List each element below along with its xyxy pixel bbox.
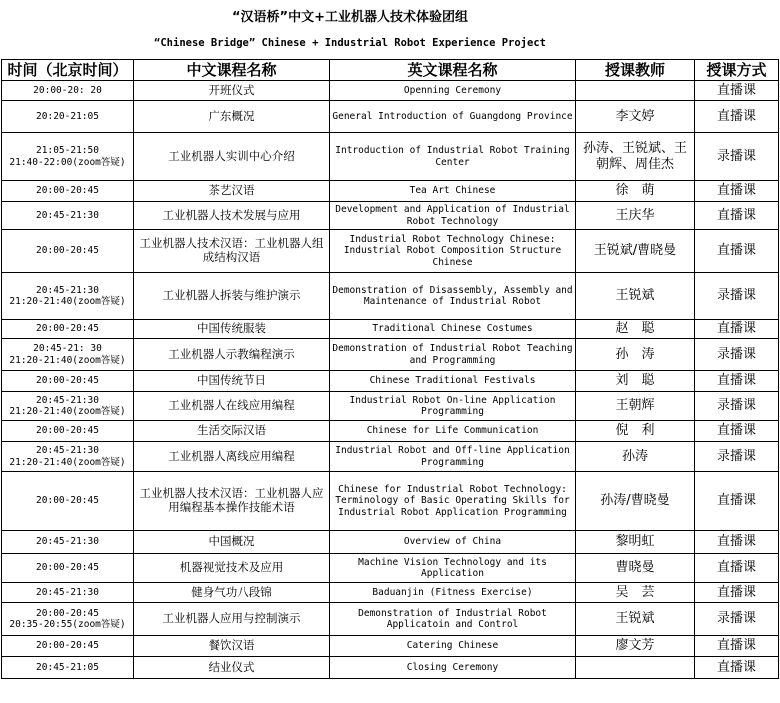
table-row xyxy=(2,392,779,421)
time-line: 20:45-21:05 xyxy=(36,661,99,673)
cell-course-cn[interactable]: 工业机器人拆装与维护演示 xyxy=(134,273,330,320)
time-line: 20:45-21:30 xyxy=(36,284,99,296)
schedule-table xyxy=(1,59,779,679)
table-row xyxy=(2,657,779,679)
cell-course-cn[interactable]: 工业机器人技术汉语：工业机器人组成结构汉语 xyxy=(134,230,330,273)
table-row xyxy=(2,472,779,531)
time-line: 20:45-21:30 xyxy=(36,586,99,598)
cell-teacher[interactable]: 王锐斌/曹晓曼 xyxy=(576,230,695,273)
cell-course-cn[interactable]: 工业机器人实训中心介绍 xyxy=(134,133,330,181)
table-row xyxy=(2,554,779,583)
time-line: 20:45-21: 30 xyxy=(33,343,102,355)
cell-teacher[interactable]: 吴 芸 xyxy=(576,583,695,603)
header-row xyxy=(2,60,779,81)
cell-course-cn[interactable]: 工业机器人在线应用编程 xyxy=(134,392,330,421)
cell-time[interactable] xyxy=(2,202,134,230)
cell-course-en[interactable]: Demonstration of Industrial Robot Applicatoin and Control xyxy=(330,603,576,636)
cell-mode[interactable]: 录播课 xyxy=(695,392,779,421)
table-row xyxy=(2,636,779,657)
table-row xyxy=(2,320,779,339)
cell-time[interactable] xyxy=(2,472,134,531)
cell-mode[interactable]: 直播课 xyxy=(695,472,779,531)
cell-course-en[interactable]: Tea Art Chinese xyxy=(330,181,576,202)
cell-course-cn[interactable]: 健身气功八段锦 xyxy=(134,583,330,603)
cell-teacher[interactable]: 孙涛 xyxy=(576,442,695,472)
cell-time[interactable] xyxy=(2,657,134,679)
header-time[interactable]: 时间（北京时间） xyxy=(2,60,134,81)
time-line: 21:40-22:00(zoom答疑) xyxy=(9,156,126,168)
time-line: 20:00-20:45 xyxy=(36,562,99,574)
table-row xyxy=(2,230,779,273)
table-row xyxy=(2,81,779,101)
cell-teacher[interactable]: 刘 聪 xyxy=(576,371,695,392)
cell-course-cn[interactable]: 中国传统节日 xyxy=(134,371,330,392)
time-line: 20:35-20:55(zoom答疑) xyxy=(9,619,126,630)
cell-mode[interactable]: 录播课 xyxy=(695,339,779,371)
cell-time[interactable] xyxy=(2,392,134,421)
cell-time[interactable] xyxy=(2,603,134,636)
cell-teacher[interactable]: 曹晓曼 xyxy=(576,554,695,583)
cell-mode[interactable]: 直播课 xyxy=(695,230,779,273)
time-line: 20:20-21:05 xyxy=(36,110,99,122)
cell-teacher[interactable] xyxy=(576,657,695,679)
table-row xyxy=(2,273,779,320)
cell-mode[interactable]: 直播课 xyxy=(695,320,779,339)
cell-course-cn[interactable]: 工业机器人离线应用编程 xyxy=(134,442,330,472)
cell-course-en[interactable]: General Introduction of Guangdong Province xyxy=(330,101,576,133)
time-line: 21:20-21:40(zoom答疑) xyxy=(9,296,126,307)
cell-mode[interactable]: 直播课 xyxy=(695,657,779,679)
cell-course-en[interactable]: Baduanjin (Fitness Exercise) xyxy=(330,583,576,603)
cell-teacher[interactable]: 王锐斌 xyxy=(576,603,695,636)
cell-course-en[interactable]: Introduction of Industrial Robot Training Center xyxy=(330,133,576,181)
cell-course-en[interactable]: Demonstration of Industrial Robot Teaching and Programming xyxy=(330,339,576,371)
title-english: “Chinese Bridge” Chinese + Industrial Robot Experience Project xyxy=(154,37,546,49)
time-line: 21:20-21:40(zoom答疑) xyxy=(9,456,126,468)
cell-time[interactable] xyxy=(2,101,134,133)
cell-mode[interactable]: 直播课 xyxy=(695,181,779,202)
time-line: 21:20-21:40(zoom答疑) xyxy=(9,354,126,366)
cell-course-en[interactable]: Machine Vision Technology and its Application xyxy=(330,554,576,583)
cell-time[interactable] xyxy=(2,421,134,442)
cell-time[interactable] xyxy=(2,181,134,202)
title-chinese: “汉语桥”中文+工业机器人技术体验团组 xyxy=(232,10,468,25)
cell-teacher[interactable]: 孙涛/曹晓曼 xyxy=(576,472,695,531)
cell-course-en[interactable]: Chinese for Industrial Robot Technology: Terminology of Basic Operating Skills for Industrial Robot Application Programming xyxy=(330,472,576,531)
cell-course-en[interactable]: Development and Application of Industrial Robot Technology xyxy=(330,202,576,230)
cell-course-cn[interactable]: 广东概况 xyxy=(134,101,330,133)
cell-teacher[interactable]: 黎明虹 xyxy=(576,531,695,554)
header-mode[interactable]: 授课方式 xyxy=(695,60,779,81)
time-line: 20:45-21:30 xyxy=(36,209,99,221)
time-line: 20:00-20: 20 xyxy=(33,84,102,96)
cell-course-cn[interactable]: 生活交际汉语 xyxy=(134,421,330,442)
cell-teacher[interactable]: 徐 萌 xyxy=(576,181,695,202)
cell-teacher[interactable]: 王朝辉 xyxy=(576,392,695,421)
cell-teacher[interactable]: 倪 利 xyxy=(576,421,695,442)
header-course-en[interactable]: 英文课程名称 xyxy=(330,60,576,81)
cell-time[interactable] xyxy=(2,230,134,273)
cell-course-en[interactable]: Overview of China xyxy=(330,531,576,554)
cell-mode[interactable]: 直播课 xyxy=(695,81,779,101)
cell-time[interactable] xyxy=(2,583,134,603)
cell-mode[interactable]: 录播课 xyxy=(695,273,779,320)
cell-mode[interactable]: 录播课 xyxy=(695,442,779,472)
header-course-cn[interactable]: 中文课程名称 xyxy=(134,60,330,81)
cell-course-en[interactable]: Chinese for Life Communication xyxy=(330,421,576,442)
cell-mode[interactable]: 直播课 xyxy=(695,554,779,583)
time-line: 20:00-20:45 xyxy=(36,245,99,257)
cell-time[interactable] xyxy=(2,636,134,657)
cell-time[interactable] xyxy=(2,81,134,101)
cell-course-cn[interactable]: 开班仪式 xyxy=(134,81,330,101)
cell-course-cn[interactable]: 中国传统服装 xyxy=(134,320,330,339)
cell-course-en[interactable]: Industrial Robot Technology Chinese: Industrial Robot Composition Structure Chinese xyxy=(330,230,576,273)
cell-mode[interactable]: 直播课 xyxy=(695,636,779,657)
cell-teacher[interactable] xyxy=(576,81,695,101)
cell-course-en[interactable]: Catering Chinese xyxy=(330,636,576,657)
cell-course-cn[interactable]: 工业机器人应用与控制演示 xyxy=(134,603,330,636)
cell-course-en[interactable]: Openning Ceremony xyxy=(330,81,576,101)
cell-mode[interactable]: 直播课 xyxy=(695,421,779,442)
cell-mode[interactable]: 直播课 xyxy=(695,583,779,603)
cell-course-en[interactable]: Demonstration of Disassembly, Assembly and Maintenance of Industrial Robot xyxy=(330,273,576,320)
time-line: 21:05-21:50 xyxy=(36,145,99,157)
cell-mode[interactable]: 直播课 xyxy=(695,202,779,230)
table-row xyxy=(2,531,779,554)
cell-teacher[interactable]: 孙涛、王锐斌、王朝辉、周佳杰 xyxy=(576,133,695,181)
time-line: 20:45-21:30 xyxy=(36,394,99,406)
cell-time[interactable] xyxy=(2,133,134,181)
table-row xyxy=(2,181,779,202)
cell-teacher[interactable]: 孙 涛 xyxy=(576,339,695,371)
cell-course-en[interactable]: Chinese Traditional Festivals xyxy=(330,371,576,392)
table-row xyxy=(2,339,779,371)
time-line: 21:20-21:40(zoom答疑) xyxy=(9,406,126,417)
time-line: 20:00-20:45 xyxy=(36,375,99,387)
cell-teacher[interactable]: 王锐斌 xyxy=(576,273,695,320)
cell-course-en[interactable]: Traditional Chinese Costumes xyxy=(330,320,576,339)
cell-time[interactable] xyxy=(2,442,134,472)
cell-teacher[interactable]: 王庆华 xyxy=(576,202,695,230)
cell-time[interactable] xyxy=(2,339,134,371)
time-line: 20:00-20:45 xyxy=(36,495,99,507)
cell-course-cn[interactable]: 工业机器人技术汉语：工业机器人应用编程基本操作技能术语 xyxy=(134,472,330,531)
cell-mode[interactable]: 录播课 xyxy=(695,603,779,636)
cell-course-cn[interactable]: 机器视觉技术及应用 xyxy=(134,554,330,583)
cell-time[interactable] xyxy=(2,531,134,554)
time-line: 20:00-20:45 xyxy=(36,185,99,197)
cell-course-cn[interactable]: 茶艺汉语 xyxy=(134,181,330,202)
cell-course-en[interactable]: Industrial Robot On-line Application Programming xyxy=(330,392,576,421)
table-row xyxy=(2,133,779,181)
time-line: 20:00-20:45 xyxy=(36,323,99,335)
cell-mode[interactable]: 直播课 xyxy=(695,531,779,554)
cell-teacher[interactable]: 廖文芳 xyxy=(576,636,695,657)
time-line: 20:45-21:30 xyxy=(36,536,99,548)
cell-course-en[interactable]: Closing Ceremony xyxy=(330,657,576,679)
table-row xyxy=(2,371,779,392)
table-row xyxy=(2,442,779,472)
time-line: 20:00-20:45 xyxy=(36,425,99,437)
table-row xyxy=(2,101,779,133)
cell-mode[interactable]: 直播课 xyxy=(695,371,779,392)
cell-course-en[interactable]: Industrial Robot and Off-line Application Programming xyxy=(330,442,576,472)
table-row xyxy=(2,603,779,636)
time-line: 20:00-20:45 xyxy=(36,607,99,619)
time-line: 20:00-20:45 xyxy=(36,640,99,652)
cell-time[interactable] xyxy=(2,320,134,339)
cell-teacher[interactable]: 李文婷 xyxy=(576,101,695,133)
cell-mode[interactable]: 录播课 xyxy=(695,133,779,181)
cell-time[interactable] xyxy=(2,371,134,392)
cell-course-cn[interactable]: 餐饮汉语 xyxy=(134,636,330,657)
cell-course-cn[interactable]: 工业机器人示教编程演示 xyxy=(134,339,330,371)
table-row xyxy=(2,421,779,442)
cell-course-cn[interactable]: 结业仪式 xyxy=(134,657,330,679)
table-row xyxy=(2,583,779,603)
table-row xyxy=(2,202,779,230)
cell-teacher[interactable]: 赵 聪 xyxy=(576,320,695,339)
time-line: 20:45-21:30 xyxy=(36,445,99,457)
cell-course-cn[interactable]: 工业机器人技术发展与应用 xyxy=(134,202,330,230)
cell-time[interactable] xyxy=(2,273,134,320)
header-teacher[interactable]: 授课教师 xyxy=(576,60,695,81)
cell-time[interactable] xyxy=(2,554,134,583)
cell-mode[interactable]: 直播课 xyxy=(695,101,779,133)
cell-course-cn[interactable]: 中国概况 xyxy=(134,531,330,554)
